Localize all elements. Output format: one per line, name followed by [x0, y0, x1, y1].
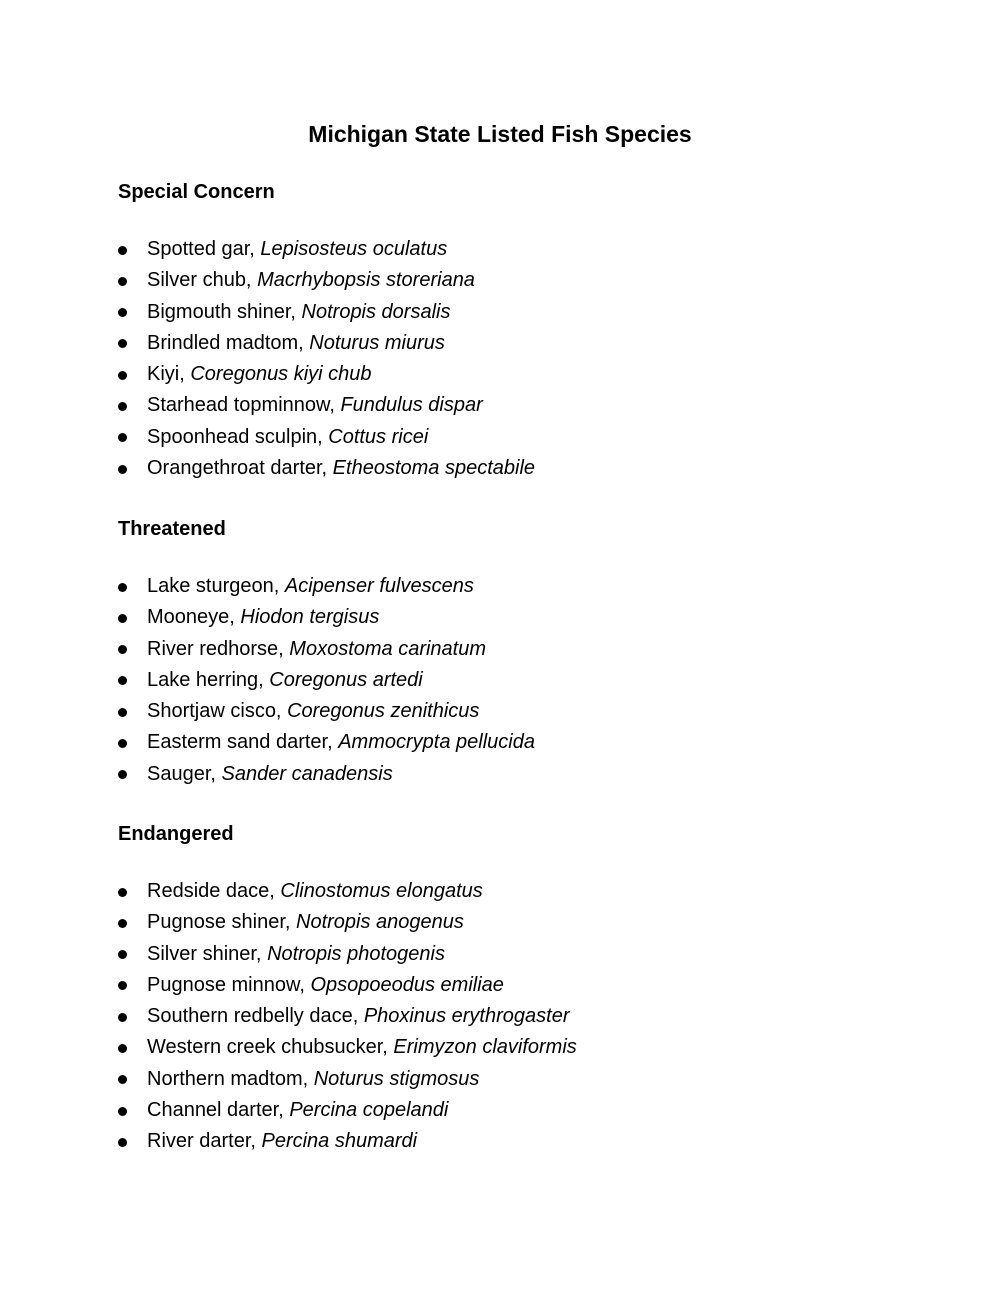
bullet-icon [118, 339, 127, 348]
common-name: Orangethroat darter, [147, 457, 333, 480]
section-heading-endangered: Endangered [118, 823, 234, 845]
species-list-item [118, 1001, 577, 1032]
scientific-name: Phoxinus erythrogaster [363, 1005, 570, 1028]
species-list-item [118, 1032, 577, 1063]
scientific-name: Coregonus artedi [269, 668, 423, 691]
common-name: Bigmouth shiner, [147, 300, 302, 323]
bullet-icon [118, 583, 127, 592]
bullet-icon [118, 246, 127, 255]
species-list-item [118, 234, 535, 265]
scientific-name: Hiodon tergisus [240, 606, 380, 629]
species-list-item [118, 297, 535, 328]
bullet-icon [118, 770, 127, 779]
scientific-name: Moxostoma carinatum [289, 637, 487, 660]
bullet-icon [118, 371, 127, 380]
common-name: Northern madtom, [147, 1067, 314, 1090]
species-list-item [118, 390, 535, 421]
scientific-name: Coregonus zenithicus [287, 700, 480, 723]
common-name: Mooneye, [147, 606, 241, 629]
document-title: Michigan State Listed Fish Species [308, 121, 692, 147]
scientific-name: Acipenser fulvescens [284, 575, 474, 597]
scientific-name: Percina shumardi [261, 1130, 418, 1153]
common-name: River redhorse, [147, 637, 290, 660]
scientific-name: Percina copelandi [289, 1099, 449, 1122]
scientific-name: Erimyzon claviformis [393, 1036, 577, 1059]
common-name: Spoonhead sculpin, [147, 425, 329, 448]
common-name: Silver shiner, [147, 942, 268, 965]
scientific-name: Opsopoeodus emiliae [310, 973, 504, 996]
species-list-endangered [118, 876, 577, 1158]
species-list-item [118, 359, 535, 390]
species-list-item [118, 1126, 577, 1157]
bullet-icon [118, 433, 127, 442]
species-list-item [118, 970, 577, 1001]
bullet-icon [118, 1044, 127, 1053]
scientific-name: Notropis dorsalis [301, 300, 451, 323]
bullet-icon [118, 739, 127, 748]
bullet-icon [118, 277, 127, 286]
species-list-item [118, 602, 535, 633]
bullet-icon [118, 888, 127, 897]
common-name: Shortjaw cisco, [147, 700, 288, 723]
species-list-item [118, 696, 535, 727]
bullet-icon [118, 1107, 127, 1116]
bullet-icon [118, 950, 127, 959]
scientific-name: Noturus miurus [309, 331, 445, 354]
species-list-item [118, 328, 535, 359]
bullet-icon [118, 465, 127, 474]
common-name: Easterm sand darter, [147, 731, 339, 754]
common-name: River darter, [147, 1130, 262, 1153]
common-name: Western creek chubsucker, [147, 1036, 394, 1059]
species-list-item [118, 422, 535, 453]
bullet-icon [118, 614, 127, 623]
scientific-name: Macrhybopsis storeriana [257, 269, 475, 292]
scientific-name: Notropis photogenis [267, 942, 445, 965]
common-name: Starhead topminnow, [147, 394, 341, 417]
species-list-item [118, 907, 577, 938]
bullet-icon [118, 919, 127, 928]
bullet-icon [118, 402, 127, 411]
common-name: Redside dace, [147, 880, 281, 902]
species-list-special-concern [118, 234, 535, 484]
species-list-item [118, 265, 535, 296]
common-name: Silver chub, [147, 269, 258, 292]
bullet-icon [118, 645, 127, 654]
common-name: Spotted gar, [147, 238, 261, 260]
bullet-icon [118, 981, 127, 990]
scientific-name: Fundulus dispar [340, 394, 483, 417]
scientific-name: Coregonus kiyi chub [190, 363, 372, 386]
section-heading-special-concern: Special Concern [118, 181, 275, 203]
scientific-name: Sander canadensis [221, 762, 393, 785]
bullet-icon [118, 708, 127, 717]
species-list-item [118, 453, 535, 484]
bullet-icon [118, 1013, 127, 1022]
common-name: Southern redbelly dace, [147, 1005, 364, 1028]
bullet-icon [118, 676, 127, 685]
common-name: Sauger, [147, 762, 222, 785]
scientific-name: Etheostoma spectabile [332, 457, 536, 480]
species-list-item [118, 571, 535, 602]
species-list-item [118, 759, 535, 790]
species-list-item [118, 665, 535, 696]
common-name: Lake herring, [147, 668, 270, 691]
species-list-item [118, 876, 577, 907]
scientific-name: Noturus stigmosus [313, 1067, 480, 1090]
species-list-item [118, 1095, 577, 1126]
scientific-name: Lepisosteus oculatus [260, 238, 448, 260]
species-list-item [118, 939, 577, 970]
species-list-item [118, 1064, 577, 1095]
species-list-item [118, 727, 535, 758]
bullet-icon [118, 308, 127, 317]
scientific-name: Cottus ricei [328, 425, 429, 448]
common-name: Kiyi, [147, 363, 191, 386]
common-name: Channel darter, [147, 1099, 290, 1122]
species-list-item [118, 634, 535, 665]
scientific-name: Ammocrypta pellucida [338, 731, 535, 754]
species-list-threatened [118, 571, 535, 790]
scientific-name: Clinostomus elongatus [280, 880, 483, 902]
bullet-icon [118, 1138, 127, 1147]
common-name: Brindled madtom, [147, 331, 310, 354]
bullet-icon [118, 1075, 127, 1084]
common-name: Pugnose minnow, [147, 973, 311, 996]
common-name: Lake sturgeon, [147, 575, 285, 597]
common-name: Pugnose shiner, [147, 911, 296, 934]
section-heading-threatened: Threatened [118, 518, 226, 540]
scientific-name: Notropis anogenus [296, 911, 464, 934]
